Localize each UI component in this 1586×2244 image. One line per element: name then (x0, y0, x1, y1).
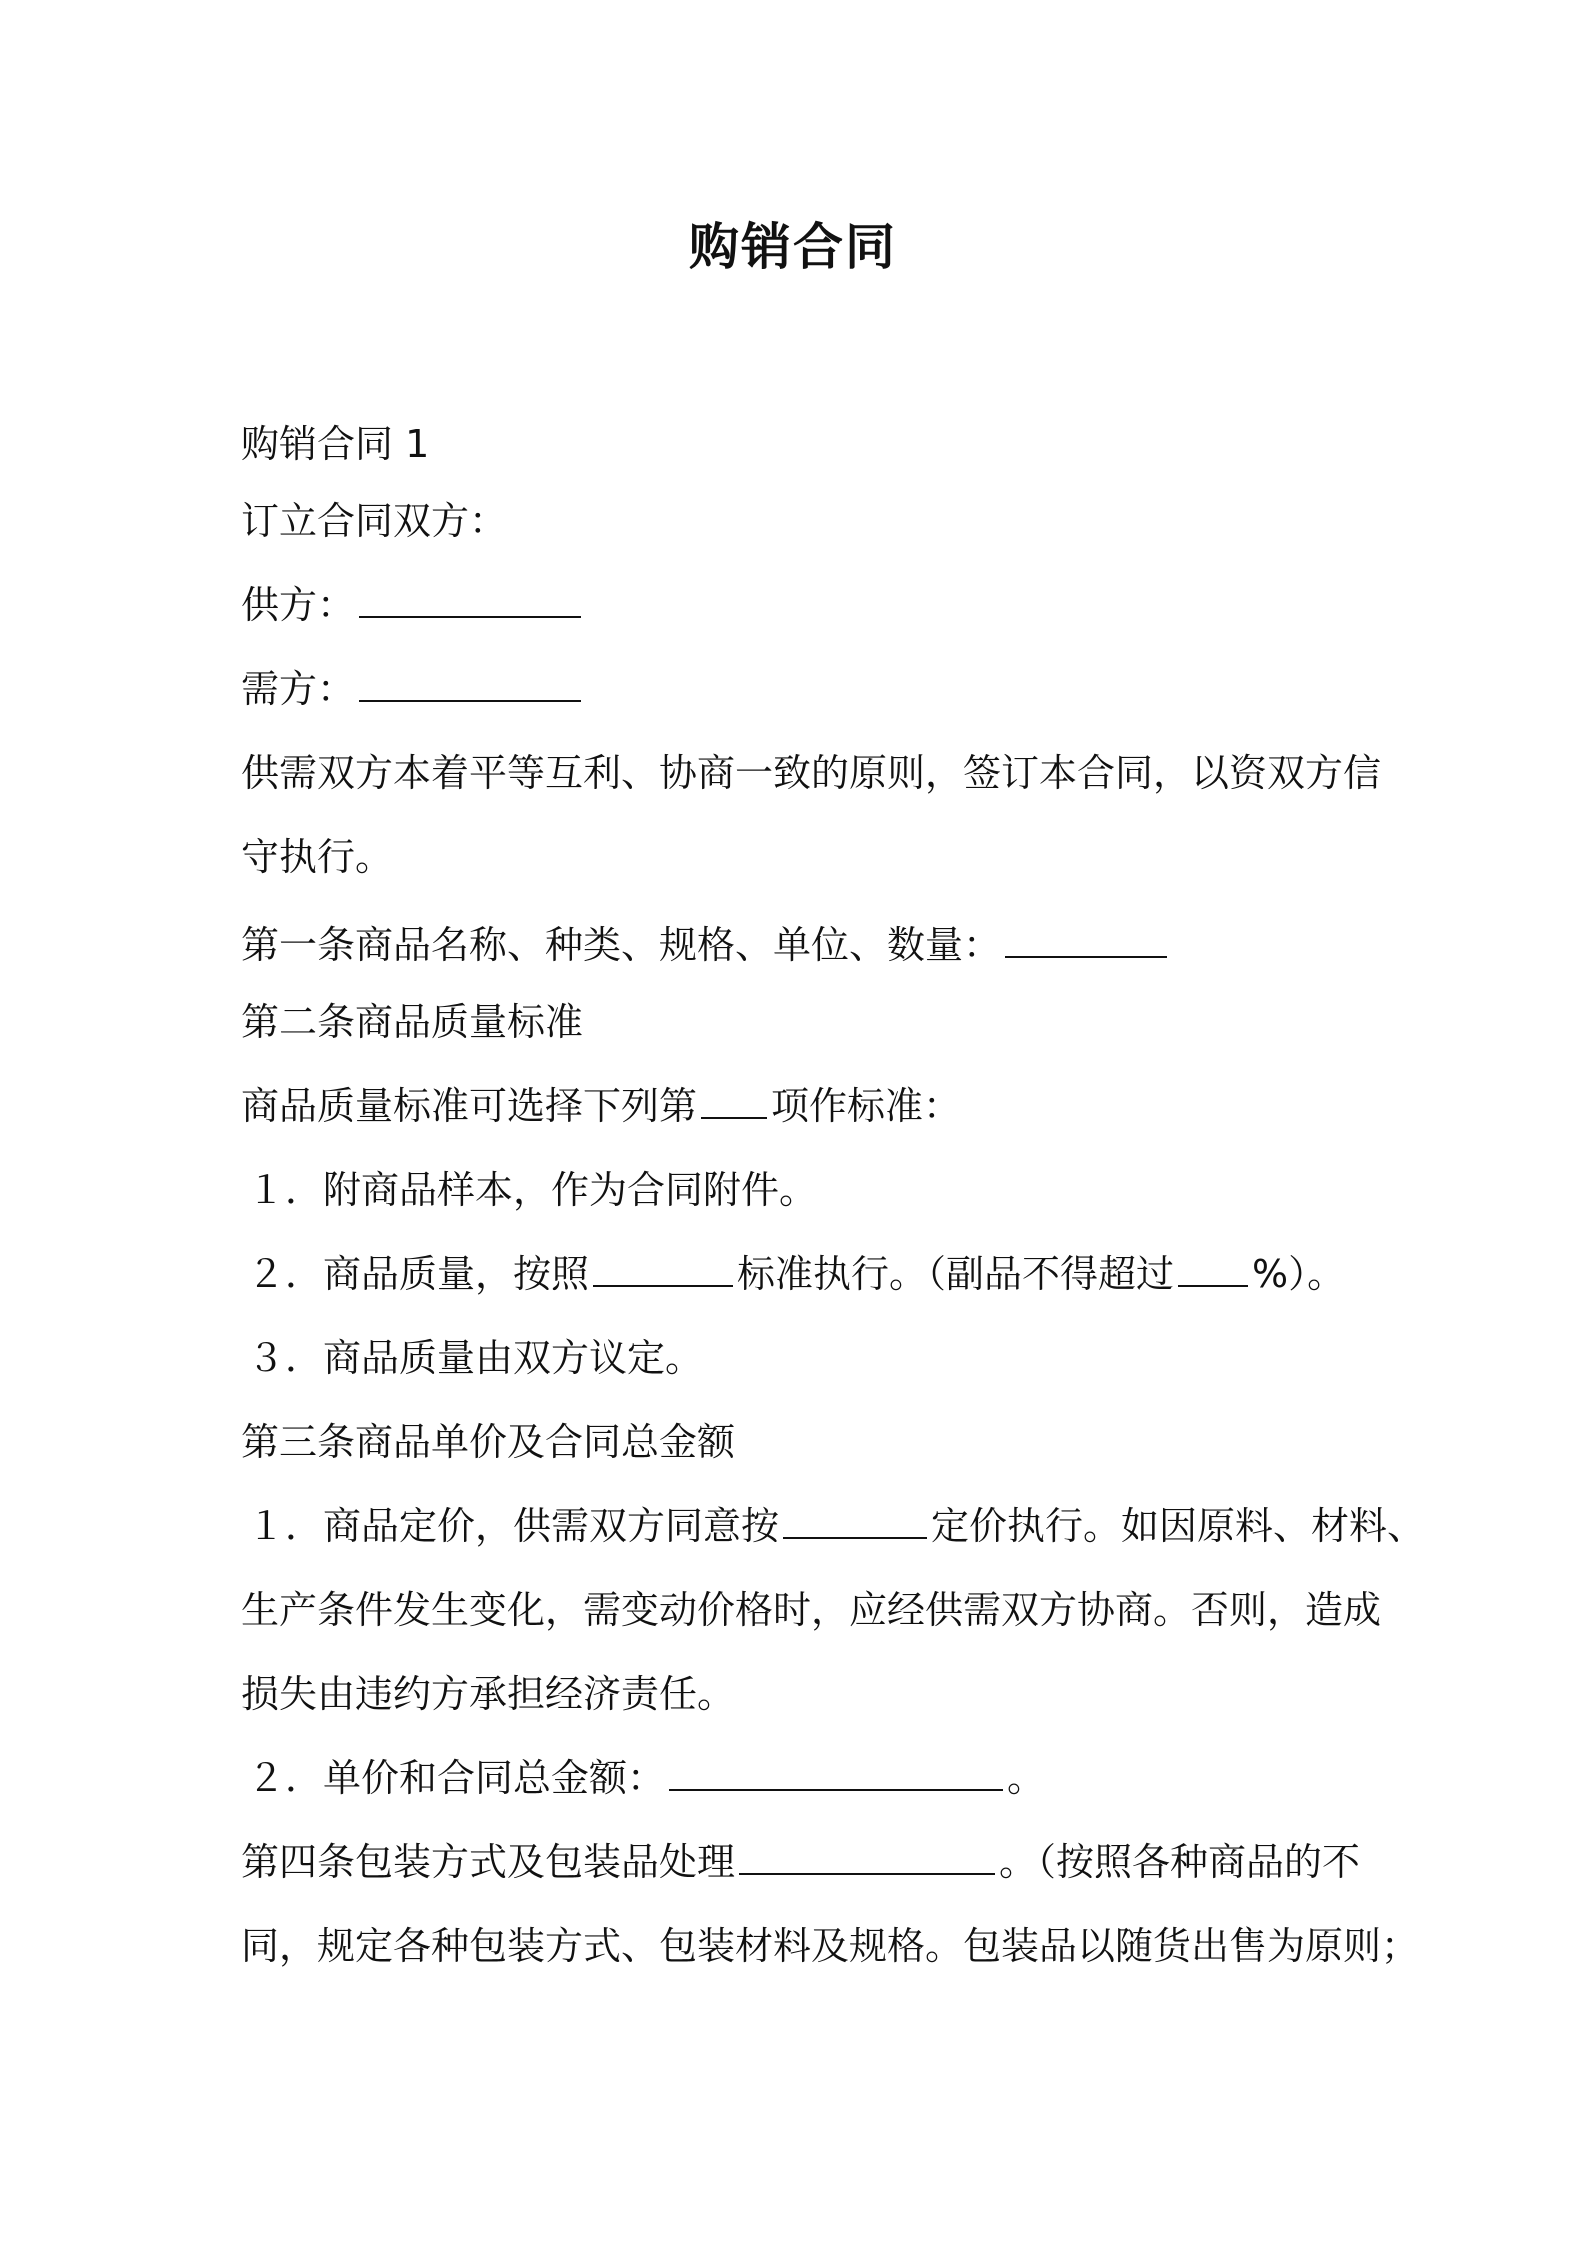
quality-choice-text-b: 项作标准： (771, 1084, 962, 1128)
article-1-blank (1005, 918, 1167, 958)
quality-choice-line (241, 1079, 1361, 1133)
parties-heading: 订立合同双方： (241, 499, 508, 543)
quality-option-2-text-a: ２．商品质量，按照 (247, 1252, 590, 1296)
quality-option-2-text-c: %）。 (1252, 1252, 1346, 1296)
quality-option-3: ３．商品质量由双方议定。 (247, 1336, 704, 1380)
intro-line-1: 供需双方本着平等互利、协商一致的原则，签订本合同，以资双方信 (241, 751, 1382, 795)
quality-choice-blank (701, 1079, 767, 1119)
pricing-text-a: １．商品定价，供需双方同意按 (247, 1504, 780, 1548)
article-4-line-2: 同，规定各种包装方式、包装材料及规格。包装品以随货出售为原则； (241, 1924, 1420, 1968)
supplier-label: 供方： (241, 583, 356, 627)
buyer-line (241, 662, 1361, 716)
buyer-blank (359, 662, 581, 702)
article-4-text-a: 第四条包装方式及包装品处理 (241, 1840, 736, 1884)
article-1 (241, 918, 1361, 972)
pricing-line-2: 生产条件发生变化，需变动价格时，应经供需双方协商。否则，造成 (241, 1588, 1382, 1632)
pricing-line-1 (241, 1499, 1426, 1553)
total-amount-blank (669, 1751, 1003, 1791)
pricing-blank (783, 1499, 927, 1539)
article-1-label: 第一条商品名称、种类、规格、单位、数量： (241, 923, 1002, 967)
buyer-label: 需方： (241, 667, 356, 711)
article-2-heading: 第二条商品质量标准 (241, 1000, 584, 1044)
supplier-blank (359, 578, 581, 618)
defect-percent-blank (1178, 1247, 1248, 1287)
article-4-text-b: 。（按照各种商品的不 (999, 1840, 1361, 1884)
pricing-line-3: 损失由违约方承担经济责任。 (241, 1672, 736, 1716)
article-3-heading: 第三条商品单价及合同总金额 (241, 1420, 736, 1464)
packaging-blank (739, 1835, 995, 1875)
document-title: 购销合同 (689, 218, 897, 276)
quality-option-2 (241, 1247, 1367, 1301)
quality-option-1: １．附商品样本，作为合同附件。 (247, 1168, 818, 1212)
total-amount-line (241, 1751, 1367, 1805)
contract-subtitle: 购销合同 1 (241, 422, 430, 466)
total-amount-end: 。 (1007, 1756, 1046, 1800)
supplier-line (241, 578, 1361, 632)
quality-standard-blank (593, 1247, 733, 1287)
total-amount-text: ２．单价和合同总金额： (247, 1756, 666, 1800)
intro-line-2: 守执行。 (241, 835, 394, 879)
quality-choice-text-a: 商品质量标准可选择下列第 (241, 1084, 698, 1128)
quality-option-2-text-b: 标准执行。（副品不得超过 (737, 1252, 1175, 1296)
article-4-line-1 (241, 1835, 1361, 1889)
pricing-text-b: 定价执行。如因原料、材料、 (931, 1504, 1426, 1548)
